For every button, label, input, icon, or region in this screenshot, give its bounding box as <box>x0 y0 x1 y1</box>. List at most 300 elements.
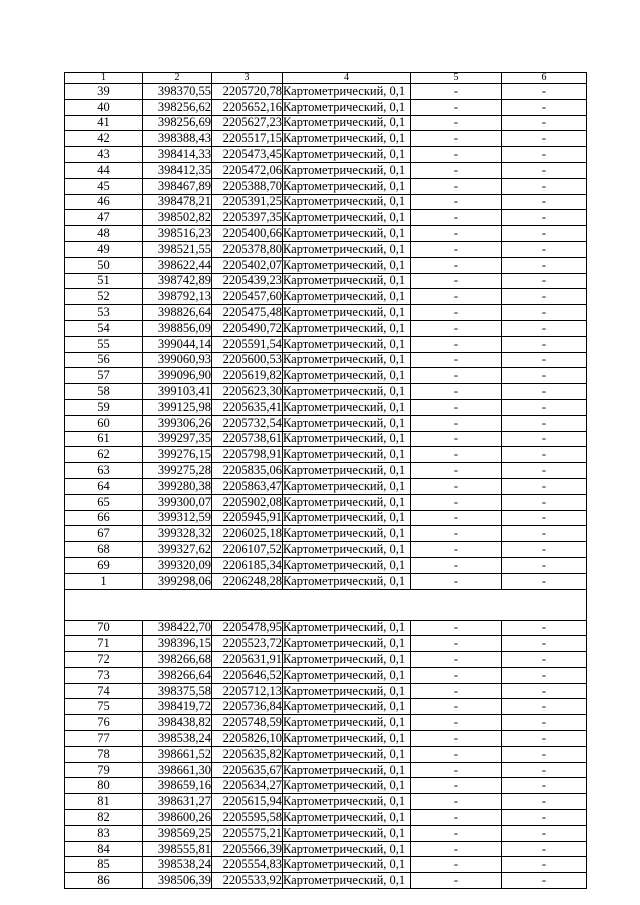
method-cell: Картометрический, 0,1 <box>283 636 411 652</box>
column-header-3: 3 <box>212 73 283 84</box>
y-coordinate-cell: 2205646,52 <box>212 667 283 683</box>
method-cell: Картометрический, 0,1 <box>283 336 411 352</box>
point-number-cell: 57 <box>65 368 143 384</box>
column-6-cell: - <box>502 715 587 731</box>
table-row <box>65 510 587 526</box>
column-5-cell: - <box>411 289 502 305</box>
column-6-cell: - <box>502 778 587 794</box>
column-5-cell: - <box>411 210 502 226</box>
y-coordinate-cell: 2205397,35 <box>212 210 283 226</box>
point-number-cell: 76 <box>65 715 143 731</box>
point-number-cell: 41 <box>65 115 143 131</box>
column-6-cell: - <box>502 510 587 526</box>
x-coordinate-cell: 399125,98 <box>143 399 212 415</box>
method-cell: Картометрический, 0,1 <box>283 210 411 226</box>
y-coordinate-cell: 2205472,06 <box>212 162 283 178</box>
table-row <box>65 99 587 115</box>
method-cell: Картометрический, 0,1 <box>283 794 411 810</box>
x-coordinate-cell: 399280,38 <box>143 478 212 494</box>
point-number-cell: 75 <box>65 699 143 715</box>
column-6-cell: - <box>502 273 587 289</box>
table-row <box>65 226 587 242</box>
column-5-cell: - <box>411 273 502 289</box>
point-number-cell: 47 <box>65 210 143 226</box>
column-5-cell: - <box>411 463 502 479</box>
point-number-cell: 73 <box>65 667 143 683</box>
x-coordinate-cell: 399276,15 <box>143 447 212 463</box>
method-cell: Картометрический, 0,1 <box>283 620 411 636</box>
x-coordinate-cell: 398538,24 <box>143 731 212 747</box>
method-cell: Картометрический, 0,1 <box>283 857 411 873</box>
column-6-cell: - <box>502 178 587 194</box>
column-5-cell: - <box>411 99 502 115</box>
point-number-cell: 44 <box>65 162 143 178</box>
column-header-1: 1 <box>65 73 143 84</box>
point-number-cell: 83 <box>65 825 143 841</box>
method-cell: Картометрический, 0,1 <box>283 715 411 731</box>
column-6-cell: - <box>502 320 587 336</box>
point-number-cell: 71 <box>65 636 143 652</box>
column-5-cell: - <box>411 715 502 731</box>
column-6-cell: - <box>502 762 587 778</box>
column-6-cell: - <box>502 131 587 147</box>
coordinates-table <box>64 72 587 889</box>
method-cell: Картометрический, 0,1 <box>283 478 411 494</box>
column-header-4: 4 <box>283 73 411 84</box>
y-coordinate-cell: 2205748,59 <box>212 715 283 731</box>
y-coordinate-cell: 2205826,10 <box>212 731 283 747</box>
column-6-cell: - <box>502 573 587 589</box>
table-row <box>65 731 587 747</box>
column-5-cell: - <box>411 636 502 652</box>
y-coordinate-cell: 2205402,07 <box>212 257 283 273</box>
method-cell: Картометрический, 0,1 <box>283 147 411 163</box>
y-coordinate-cell: 2205473,45 <box>212 147 283 163</box>
method-cell: Картометрический, 0,1 <box>283 84 411 100</box>
column-6-cell: - <box>502 731 587 747</box>
column-6-cell: - <box>502 384 587 400</box>
table-row <box>65 746 587 762</box>
column-6-cell: - <box>502 210 587 226</box>
point-number-cell: 42 <box>65 131 143 147</box>
column-5-cell: - <box>411 131 502 147</box>
x-coordinate-cell: 398414,33 <box>143 147 212 163</box>
column-6-cell: - <box>502 463 587 479</box>
method-cell: Картометрический, 0,1 <box>283 463 411 479</box>
column-6-cell: - <box>502 810 587 826</box>
x-coordinate-cell: 398388,43 <box>143 131 212 147</box>
y-coordinate-cell: 2205391,25 <box>212 194 283 210</box>
column-6-cell: - <box>502 305 587 321</box>
column-5-cell: - <box>411 873 502 889</box>
x-coordinate-cell: 399103,41 <box>143 384 212 400</box>
point-number-cell: 65 <box>65 494 143 510</box>
method-cell: Картометрический, 0,1 <box>283 746 411 762</box>
method-cell: Картометрический, 0,1 <box>283 731 411 747</box>
point-number-cell: 60 <box>65 415 143 431</box>
point-number-cell: 68 <box>65 542 143 558</box>
point-number-cell: 69 <box>65 557 143 573</box>
column-5-cell: - <box>411 542 502 558</box>
y-coordinate-cell: 2206185,34 <box>212 557 283 573</box>
y-coordinate-cell: 2205635,67 <box>212 762 283 778</box>
point-number-cell: 52 <box>65 289 143 305</box>
column-5-cell: - <box>411 178 502 194</box>
x-coordinate-cell: 398856,09 <box>143 320 212 336</box>
table-row <box>65 636 587 652</box>
point-number-cell: 74 <box>65 683 143 699</box>
column-5-cell: - <box>411 810 502 826</box>
table-row <box>65 305 587 321</box>
table-spacer-row <box>65 589 587 620</box>
y-coordinate-cell: 2205566,39 <box>212 841 283 857</box>
x-coordinate-cell: 399060,93 <box>143 352 212 368</box>
point-number-cell: 49 <box>65 241 143 257</box>
x-coordinate-cell: 399300,07 <box>143 494 212 510</box>
point-number-cell: 45 <box>65 178 143 194</box>
point-number-cell: 39 <box>65 84 143 100</box>
column-5-cell: - <box>411 667 502 683</box>
x-coordinate-cell: 399320,09 <box>143 557 212 573</box>
method-cell: Картометрический, 0,1 <box>283 762 411 778</box>
table-row <box>65 431 587 447</box>
column-5-cell: - <box>411 226 502 242</box>
y-coordinate-cell: 2206248,28 <box>212 573 283 589</box>
column-5-cell: - <box>411 620 502 636</box>
method-cell: Картометрический, 0,1 <box>283 557 411 573</box>
table-header-row <box>65 73 587 84</box>
table-row <box>65 652 587 668</box>
column-5-cell: - <box>411 699 502 715</box>
method-cell: Картометрический, 0,1 <box>283 683 411 699</box>
point-number-cell: 77 <box>65 731 143 747</box>
y-coordinate-cell: 2205619,82 <box>212 368 283 384</box>
column-5-cell: - <box>411 825 502 841</box>
y-coordinate-cell: 2205388,70 <box>212 178 283 194</box>
point-number-cell: 55 <box>65 336 143 352</box>
column-5-cell: - <box>411 194 502 210</box>
column-5-cell: - <box>411 857 502 873</box>
y-coordinate-cell: 2205634,27 <box>212 778 283 794</box>
column-6-cell: - <box>502 99 587 115</box>
y-coordinate-cell: 2205720,78 <box>212 84 283 100</box>
y-coordinate-cell: 2205712,13 <box>212 683 283 699</box>
column-6-cell: - <box>502 683 587 699</box>
column-6-cell: - <box>502 478 587 494</box>
column-5-cell: - <box>411 478 502 494</box>
method-cell: Картометрический, 0,1 <box>283 841 411 857</box>
column-6-cell: - <box>502 399 587 415</box>
method-cell: Картометрический, 0,1 <box>283 699 411 715</box>
column-5-cell: - <box>411 762 502 778</box>
y-coordinate-cell: 2205627,23 <box>212 115 283 131</box>
point-number-cell: 86 <box>65 873 143 889</box>
point-number-cell: 82 <box>65 810 143 826</box>
method-cell: Картометрический, 0,1 <box>283 510 411 526</box>
table-row <box>65 557 587 573</box>
column-5-cell: - <box>411 557 502 573</box>
y-coordinate-cell: 2205523,72 <box>212 636 283 652</box>
x-coordinate-cell: 398370,55 <box>143 84 212 100</box>
column-6-cell: - <box>502 494 587 510</box>
x-coordinate-cell: 398521,55 <box>143 241 212 257</box>
table-row <box>65 794 587 810</box>
column-5-cell: - <box>411 257 502 273</box>
column-5-cell: - <box>411 683 502 699</box>
column-6-cell: - <box>502 652 587 668</box>
y-coordinate-cell: 2205439,23 <box>212 273 283 289</box>
method-cell: Картометрический, 0,1 <box>283 667 411 683</box>
table-row <box>65 873 587 889</box>
column-6-cell: - <box>502 226 587 242</box>
table-row <box>65 447 587 463</box>
method-cell: Картометрический, 0,1 <box>283 226 411 242</box>
point-number-cell: 61 <box>65 431 143 447</box>
x-coordinate-cell: 398412,35 <box>143 162 212 178</box>
method-cell: Картометрический, 0,1 <box>283 810 411 826</box>
x-coordinate-cell: 398266,68 <box>143 652 212 668</box>
table-row <box>65 573 587 589</box>
x-coordinate-cell: 398375,58 <box>143 683 212 699</box>
point-number-cell: 43 <box>65 147 143 163</box>
point-number-cell: 59 <box>65 399 143 415</box>
x-coordinate-cell: 399306,26 <box>143 415 212 431</box>
y-coordinate-cell: 2206107,52 <box>212 542 283 558</box>
table-row <box>65 778 587 794</box>
y-coordinate-cell: 2205517,15 <box>212 131 283 147</box>
column-6-cell: - <box>502 415 587 431</box>
column-5-cell: - <box>411 162 502 178</box>
y-coordinate-cell: 2205902,08 <box>212 494 283 510</box>
x-coordinate-cell: 399298,06 <box>143 573 212 589</box>
x-coordinate-cell: 398256,69 <box>143 115 212 131</box>
x-coordinate-cell: 398256,62 <box>143 99 212 115</box>
column-6-cell: - <box>502 841 587 857</box>
y-coordinate-cell: 2205623,30 <box>212 384 283 400</box>
x-coordinate-cell: 398422,70 <box>143 620 212 636</box>
column-header-5: 5 <box>411 73 502 84</box>
column-5-cell: - <box>411 241 502 257</box>
column-5-cell: - <box>411 510 502 526</box>
table-row <box>65 810 587 826</box>
column-5-cell: - <box>411 746 502 762</box>
column-6-cell: - <box>502 526 587 542</box>
point-number-cell: 62 <box>65 447 143 463</box>
x-coordinate-cell: 398622,44 <box>143 257 212 273</box>
column-5-cell: - <box>411 384 502 400</box>
point-number-cell: 54 <box>65 320 143 336</box>
table-row <box>65 194 587 210</box>
table-row <box>65 336 587 352</box>
method-cell: Картометрический, 0,1 <box>283 352 411 368</box>
point-number-cell: 53 <box>65 305 143 321</box>
table-row <box>65 857 587 873</box>
x-coordinate-cell: 399312,59 <box>143 510 212 526</box>
column-header-2: 2 <box>143 73 212 84</box>
x-coordinate-cell: 398792,13 <box>143 289 212 305</box>
column-6-cell: - <box>502 746 587 762</box>
table-row <box>65 526 587 542</box>
y-coordinate-cell: 2205478,95 <box>212 620 283 636</box>
method-cell: Картометрический, 0,1 <box>283 778 411 794</box>
table-row <box>65 699 587 715</box>
column-5-cell: - <box>411 368 502 384</box>
table-row <box>65 210 587 226</box>
column-5-cell: - <box>411 336 502 352</box>
x-coordinate-cell: 398266,64 <box>143 667 212 683</box>
column-6-cell: - <box>502 857 587 873</box>
point-number-cell: 67 <box>65 526 143 542</box>
method-cell: Картометрический, 0,1 <box>283 447 411 463</box>
point-number-cell: 50 <box>65 257 143 273</box>
x-coordinate-cell: 398631,27 <box>143 794 212 810</box>
table-row <box>65 715 587 731</box>
method-cell: Картометрический, 0,1 <box>283 399 411 415</box>
column-6-cell: - <box>502 557 587 573</box>
table-row <box>65 825 587 841</box>
y-coordinate-cell: 2205732,54 <box>212 415 283 431</box>
y-coordinate-cell: 2205835,06 <box>212 463 283 479</box>
method-cell: Картометрический, 0,1 <box>283 825 411 841</box>
method-cell: Картометрический, 0,1 <box>283 257 411 273</box>
method-cell: Картометрический, 0,1 <box>283 178 411 194</box>
table-row <box>65 320 587 336</box>
point-number-cell: 58 <box>65 384 143 400</box>
table-row <box>65 115 587 131</box>
column-6-cell: - <box>502 162 587 178</box>
method-cell: Картометрический, 0,1 <box>283 131 411 147</box>
method-cell: Картометрический, 0,1 <box>283 494 411 510</box>
y-coordinate-cell: 2205533,92 <box>212 873 283 889</box>
x-coordinate-cell: 399275,28 <box>143 463 212 479</box>
table-row <box>65 289 587 305</box>
column-6-cell: - <box>502 542 587 558</box>
table-row <box>65 384 587 400</box>
table-row <box>65 667 587 683</box>
x-coordinate-cell: 399096,90 <box>143 368 212 384</box>
column-5-cell: - <box>411 320 502 336</box>
column-5-cell: - <box>411 352 502 368</box>
column-5-cell: - <box>411 731 502 747</box>
point-number-cell: 66 <box>65 510 143 526</box>
method-cell: Картометрический, 0,1 <box>283 431 411 447</box>
y-coordinate-cell: 2205798,91 <box>212 447 283 463</box>
point-number-cell: 79 <box>65 762 143 778</box>
table-row <box>65 178 587 194</box>
column-6-cell: - <box>502 636 587 652</box>
table-row <box>65 241 587 257</box>
table-row <box>65 162 587 178</box>
method-cell: Картометрический, 0,1 <box>283 194 411 210</box>
table-row <box>65 841 587 857</box>
method-cell: Картометрический, 0,1 <box>283 241 411 257</box>
column-6-cell: - <box>502 873 587 889</box>
method-cell: Картометрический, 0,1 <box>283 162 411 178</box>
column-5-cell: - <box>411 494 502 510</box>
column-6-cell: - <box>502 115 587 131</box>
method-cell: Картометрический, 0,1 <box>283 273 411 289</box>
column-5-cell: - <box>411 431 502 447</box>
point-number-cell: 48 <box>65 226 143 242</box>
table-row <box>65 620 587 636</box>
y-coordinate-cell: 2205631,91 <box>212 652 283 668</box>
point-number-cell: 70 <box>65 620 143 636</box>
point-number-cell: 46 <box>65 194 143 210</box>
x-coordinate-cell: 398555,81 <box>143 841 212 857</box>
method-cell: Картометрический, 0,1 <box>283 415 411 431</box>
column-6-cell: - <box>502 794 587 810</box>
method-cell: Картометрический, 0,1 <box>283 289 411 305</box>
point-number-cell: 80 <box>65 778 143 794</box>
y-coordinate-cell: 2206025,18 <box>212 526 283 542</box>
column-6-cell: - <box>502 241 587 257</box>
y-coordinate-cell: 2205635,41 <box>212 399 283 415</box>
table-row <box>65 463 587 479</box>
column-header-6: 6 <box>502 73 587 84</box>
column-6-cell: - <box>502 257 587 273</box>
y-coordinate-cell: 2205378,80 <box>212 241 283 257</box>
y-coordinate-cell: 2205400,66 <box>212 226 283 242</box>
y-coordinate-cell: 2205738,61 <box>212 431 283 447</box>
x-coordinate-cell: 399044,14 <box>143 336 212 352</box>
table-row <box>65 494 587 510</box>
y-coordinate-cell: 2205736,84 <box>212 699 283 715</box>
method-cell: Картометрический, 0,1 <box>283 320 411 336</box>
x-coordinate-cell: 399327,62 <box>143 542 212 558</box>
method-cell: Картометрический, 0,1 <box>283 99 411 115</box>
column-6-cell: - <box>502 368 587 384</box>
y-coordinate-cell: 2205652,16 <box>212 99 283 115</box>
method-cell: Картометрический, 0,1 <box>283 526 411 542</box>
method-cell: Картометрический, 0,1 <box>283 384 411 400</box>
point-number-cell: 63 <box>65 463 143 479</box>
column-6-cell: - <box>502 620 587 636</box>
point-number-cell: 56 <box>65 352 143 368</box>
column-6-cell: - <box>502 336 587 352</box>
method-cell: Картометрический, 0,1 <box>283 873 411 889</box>
column-5-cell: - <box>411 415 502 431</box>
x-coordinate-cell: 398396,15 <box>143 636 212 652</box>
x-coordinate-cell: 398742,89 <box>143 273 212 289</box>
point-number-cell: 84 <box>65 841 143 857</box>
table-row <box>65 542 587 558</box>
x-coordinate-cell: 398502,82 <box>143 210 212 226</box>
column-6-cell: - <box>502 825 587 841</box>
column-5-cell: - <box>411 147 502 163</box>
y-coordinate-cell: 2205457,60 <box>212 289 283 305</box>
x-coordinate-cell: 398661,30 <box>143 762 212 778</box>
point-number-cell: 1 <box>65 573 143 589</box>
x-coordinate-cell: 398569,25 <box>143 825 212 841</box>
y-coordinate-cell: 2205554,83 <box>212 857 283 873</box>
x-coordinate-cell: 398438,82 <box>143 715 212 731</box>
column-6-cell: - <box>502 447 587 463</box>
column-6-cell: - <box>502 667 587 683</box>
method-cell: Картометрический, 0,1 <box>283 115 411 131</box>
point-number-cell: 40 <box>65 99 143 115</box>
column-6-cell: - <box>502 431 587 447</box>
y-coordinate-cell: 2205863,47 <box>212 478 283 494</box>
x-coordinate-cell: 398826,64 <box>143 305 212 321</box>
y-coordinate-cell: 2205490,72 <box>212 320 283 336</box>
y-coordinate-cell: 2205945,91 <box>212 510 283 526</box>
method-cell: Картометрический, 0,1 <box>283 542 411 558</box>
x-coordinate-cell: 398516,23 <box>143 226 212 242</box>
table-row <box>65 478 587 494</box>
point-number-cell: 72 <box>65 652 143 668</box>
table-row <box>65 683 587 699</box>
table-row <box>65 131 587 147</box>
